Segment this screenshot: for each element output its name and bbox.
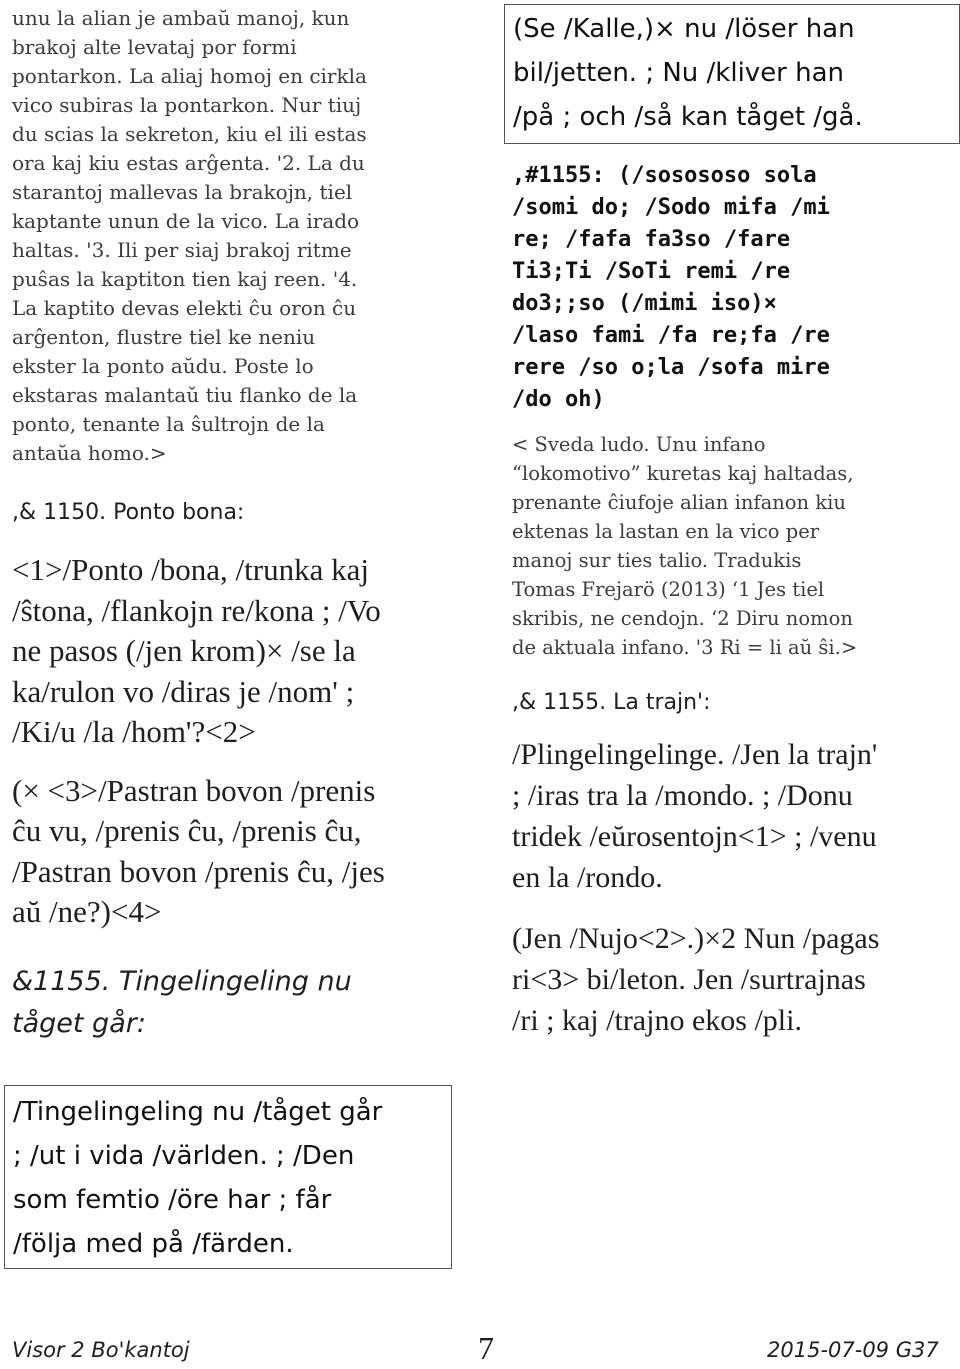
section-heading-la-trajn: ,& 1155. La trajn': — [512, 690, 711, 715]
verse-line: ri<3> bi/leton. Jen /surtrajnas — [512, 963, 866, 996]
note-line: skribis, ne cendojn. ‘2 Diru nomon — [512, 607, 853, 630]
text-line: unu la alian je ambaŭ manoj, kun — [12, 6, 350, 30]
trajn-verse-2 — [512, 918, 952, 1041]
note-line: manoj sur ties talio. Tradukis — [512, 549, 802, 572]
verse-line: en la /rondo. — [512, 861, 663, 894]
solfege-line: Ti3;Ti /SoTi remi /re — [512, 259, 791, 284]
text-line: kaptante unun de la vico. La irado — [12, 209, 360, 233]
text-line: arĝenton, flustre tiel ke neniu — [12, 325, 316, 349]
text-line: La kaptito devas elekti ĉu oron ĉu — [12, 296, 357, 320]
lyric-line: (Se /Kalle,)× nu /löser han — [513, 14, 855, 44]
verse-line: ; /iras tra la /mondo. ; /Donu — [512, 779, 853, 812]
translation-note — [512, 430, 952, 662]
text-line: puŝas la kaptiton tien kaj reen. '4. — [12, 267, 358, 291]
right-column — [512, 4, 952, 1041]
text-line: antaŭa homo.> — [12, 441, 167, 465]
heading-line: &1155. Tingelingeling nu — [12, 965, 352, 997]
note-line: ektenas la lastan en la vico per — [512, 520, 820, 543]
song-verse-1 — [12, 550, 462, 753]
note-line: de aktuala infano. '3 Ri = li aŭ ŝi.> — [512, 636, 858, 659]
page-footer — [0, 1330, 960, 1366]
intro-paragraph — [12, 4, 462, 468]
text-line: pontarkon. La aliaj homoj en cirkla — [12, 64, 367, 88]
solfege-notation — [512, 160, 952, 416]
solfege-line: do3;;so (/mimi iso)× — [512, 291, 777, 316]
verse-line: /ri ; kaj /trajno ekos /pli. — [512, 1004, 802, 1037]
note-line: “lokomotivo” kuretas kaj haltadas, — [512, 462, 854, 485]
verse-line: aŭ /ne?)<4> — [12, 894, 162, 929]
trajn-verse-1 — [512, 734, 952, 898]
lyric-line: /på ; och /så kan tåget /gå. — [513, 102, 863, 132]
swedish-lyrics-box-continued — [504, 4, 960, 144]
verse-line: tridek /eŭrosentojn<1> ; /venu — [512, 820, 877, 853]
song-verse-2 — [12, 771, 462, 933]
verse-line: (Jen /Nujo<2>.)×2 Nun /pagas — [512, 922, 880, 955]
note-line: Tomas Frejarö (2013) ‘1 Jes tiel — [512, 578, 825, 601]
verse-line: ĉu vu, /prenis ĉu, /prenis ĉu, — [12, 813, 362, 848]
solfege-line: /laso fami /fa re;fa /re — [512, 323, 830, 348]
text-line: haltas. '3. Ili per siaj brakoj ritme — [12, 238, 352, 262]
text-line: vico subiras la pontarkon. Nur tiuj — [12, 93, 362, 117]
verse-line: <1>/Ponto /bona, /trunka kaj — [12, 552, 369, 587]
verse-line: /Plingelingelinge. /Jen la trajn' — [512, 738, 878, 771]
text-line: ekster la ponto aŭdu. Poste lo — [12, 354, 314, 378]
note-line: prenante ĉiufoje alian infanon kiu — [512, 491, 846, 514]
verse-line: ka/rulon vo /diras je /nom' ; — [12, 673, 355, 709]
lyric-line: som femtio /öre har ; får — [13, 1184, 332, 1215]
text-line: starantoj mallevas la brakojn, tiel — [12, 180, 353, 204]
page-number: 7 — [478, 1330, 494, 1366]
section-heading-tingelingeling — [12, 961, 462, 1045]
lyric-line: /följa med på /färden. — [13, 1228, 294, 1259]
heading-line: tåget går: — [12, 1007, 146, 1039]
lyric-line: /Tingelingeling nu /tåget går — [13, 1096, 383, 1127]
left-column — [12, 4, 462, 1269]
solfege-line: re; /fafa fa3so /fare — [512, 227, 791, 252]
section-heading-ponto-bona: ,& 1150. Ponto bona: — [12, 500, 245, 525]
solfege-line: rere /so o;la /sofa mire — [512, 355, 830, 380]
text-line: ekstaras malantaŭ tiu flanko de la — [12, 383, 358, 407]
footer-title: Visor 2 Bo'kantoj — [12, 1338, 190, 1362]
text-line: ora kaj kiu estas arĝenta. '2. La du — [12, 151, 365, 175]
verse-line: /Ki/u /la /hom'?<2> — [12, 714, 256, 749]
text-line: brakoj alte levataj por formi — [12, 35, 297, 59]
solfege-line: ,#1155: (/sosososo sola — [512, 163, 817, 188]
verse-line: /Pastran bovon /prenis ĉu, /jes — [12, 853, 385, 889]
verse-line: ne pasos (/jen krom)× /se la — [12, 633, 356, 668]
footer-date-code: 2015-07-09 G37 — [767, 1338, 939, 1362]
verse-line: /ŝtona, /flankojn re/kona ; /Vo — [12, 592, 381, 628]
lyric-line: bil/jetten. ; Nu /kliver han — [513, 58, 845, 88]
solfege-line: /somi do; /Sodo mifa /mi — [512, 195, 830, 220]
swedish-lyrics-box — [4, 1085, 452, 1269]
verse-line: (× <3>/Pastran bovon /prenis — [12, 772, 376, 808]
solfege-line: /do oh) — [512, 387, 605, 412]
lyric-line: ; /ut i vida /världen. ; /Den — [13, 1140, 355, 1171]
text-line: ponto, tenante la ŝultrojn de la — [12, 412, 325, 436]
text-line: du scias la sekreton, kiu el ili estas — [12, 122, 367, 146]
note-line: < Sveda ludo. Unu infano — [512, 433, 766, 456]
